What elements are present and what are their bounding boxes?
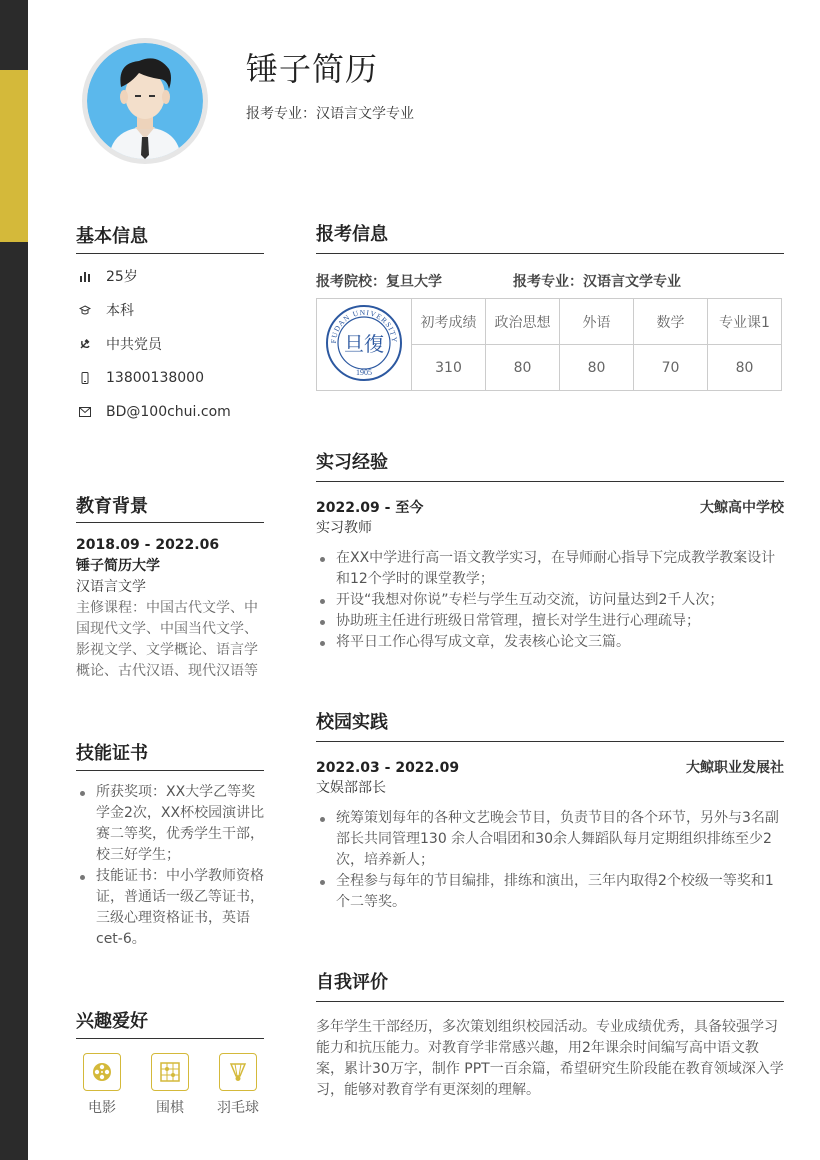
- score-value: 310: [412, 345, 486, 391]
- section-title-exam: 报考信息: [316, 224, 388, 245]
- list-item: 协助班主任进行班级日常管理，擅长对学生进行心理疏导；: [316, 611, 786, 632]
- section-divider: [76, 253, 264, 254]
- phone-icon: [76, 371, 94, 385]
- info-degree-text: 本科: [106, 303, 134, 319]
- education-block: [76, 535, 264, 682]
- skill-item-awards: 所获奖项：XX大学乙等奖学金2次，XX杯校园演讲比赛二等奖，优秀学生干部，校三好学生；: [76, 782, 266, 866]
- fudan-seal-icon: [324, 303, 404, 383]
- list-item: 统筹策划每年的各种文艺晚会节目，负责节目的各个环节，另外与3名副部长共同管理130 余人合唱团和30余人舞蹈队每月定期组织排练至少2次，培养新人；: [316, 808, 786, 871]
- avatar: [82, 38, 208, 164]
- score-value: 80: [560, 345, 634, 391]
- internship-org: 大鲸高中学校: [700, 500, 784, 516]
- section-divider: [76, 770, 264, 771]
- section-divider: [316, 741, 784, 742]
- section-title-education: 教育背景: [76, 496, 148, 517]
- score-value: 80: [708, 345, 782, 391]
- score-table: [316, 298, 782, 391]
- film-reel-icon: [83, 1053, 121, 1091]
- info-phone: [76, 368, 204, 388]
- education-school: 锤子简历大学: [76, 558, 160, 574]
- internship-header: [316, 498, 784, 538]
- left-sidebar-bar: [0, 0, 28, 1160]
- section-divider: [316, 1001, 784, 1002]
- list-item: 开设“我想对你说”专栏与学生互动交流，访问量达到2千人次；: [316, 590, 786, 611]
- info-degree: [76, 300, 134, 320]
- section-title-hobbies: 兴趣爱好: [76, 1011, 148, 1032]
- exam-major: 报考专业：汉语言文学专业: [513, 274, 681, 290]
- campus-list: [316, 808, 786, 913]
- list-item: 将平日工作心得写成文章，发表核心论文三篇。: [316, 632, 786, 653]
- campus-period: 2022.03 - 2022.09: [316, 760, 460, 776]
- info-age-text: 25岁: [106, 269, 138, 285]
- envelope-icon: [76, 405, 94, 419]
- party-emblem-icon: [76, 337, 94, 351]
- self-eval-text: 多年学生干部经历，多次策划组织校园活动。专业成绩优秀，具备较强学习能力和抗压能力。对教育学非常感兴趣，用2年课余时间编写高中语文教案，累计30万字，制作 PPT一百余篇，希望研究生阶段能在教育领域深入学习，能够对教育学有更深刻的理解。: [316, 1019, 784, 1098]
- section-title-internship: 实习经验: [316, 452, 388, 473]
- info-email-text: BD@100chui.com: [106, 404, 231, 420]
- info-phone-text: 13800138000: [106, 370, 204, 386]
- seal-center-text: 旦復: [344, 331, 384, 356]
- score-header: 政治思想: [486, 299, 560, 345]
- education-period: 2018.09 - 2022.06: [76, 537, 220, 553]
- score-header: 初考成绩: [412, 299, 486, 345]
- internship-role: 实习教师: [316, 520, 372, 536]
- campus-role: 文娱部部长: [316, 780, 386, 796]
- info-age: [76, 266, 138, 286]
- skills-block: [76, 782, 266, 950]
- exam-school: 报考院校：复旦大学: [316, 274, 442, 290]
- campus-header: [316, 758, 784, 798]
- score-value: 80: [486, 345, 560, 391]
- resume-name: 锤子简历: [246, 50, 379, 88]
- exam-school-line: [316, 271, 681, 291]
- hobby-label: 围棋: [156, 1100, 184, 1116]
- score-header: 专业课1: [708, 299, 782, 345]
- list-item: 在XX中学进行高一语文教学实习，在导师耐心指导下完成教学教案设计和12个学时的课堂教学；: [316, 548, 786, 590]
- section-divider: [76, 522, 264, 523]
- score-header: 数学: [634, 299, 708, 345]
- seal-year: 1905: [356, 367, 372, 377]
- list-item: 全程参与每年的节目编排，排练和演出，三年内取得2个校级一等奖和1个二等奖。: [316, 871, 786, 913]
- hobby-label: 羽毛球: [217, 1100, 259, 1116]
- avatar-illustration: [87, 43, 203, 159]
- section-title-self-eval: 自我评价: [316, 972, 388, 993]
- skill-item-certificates: 技能证书：中小学教师资格证，普通话一级乙等证书，三级心理资格证书，英语cet-6。: [76, 866, 266, 950]
- score-value: 70: [634, 345, 708, 391]
- hobby-label: 电影: [88, 1100, 116, 1116]
- seal-top-text: FUDAN UNIVERSITY: [328, 307, 400, 344]
- info-political: [76, 334, 162, 354]
- hobby-movie: [77, 1053, 127, 1117]
- education-courses: 主修课程：中国古代文学、中国现代文学、中国当代文学、影视文学、文学概论、语言学概论、古代汉语、现代汉语等: [76, 600, 258, 679]
- section-title-basic-info: 基本信息: [76, 226, 148, 247]
- section-title-campus: 校园实践: [316, 712, 388, 733]
- hobby-go: [145, 1053, 195, 1117]
- university-logo: [317, 299, 412, 391]
- section-title-skills: 技能证书: [76, 743, 148, 764]
- info-political-text: 中共党员: [106, 337, 162, 353]
- sidebar-accent-block: [0, 70, 28, 242]
- hobby-badminton: [213, 1053, 263, 1117]
- internship-list: [316, 548, 786, 653]
- section-divider: [316, 253, 784, 254]
- go-board-icon: [151, 1053, 189, 1091]
- info-email: [76, 402, 231, 422]
- section-divider: [76, 1038, 264, 1039]
- bar-chart-icon: [76, 269, 94, 283]
- shuttlecock-icon: [219, 1053, 257, 1091]
- internship-period: 2022.09 - 至今: [316, 500, 424, 516]
- applied-major: 报考专业：汉语言文学专业: [246, 106, 414, 122]
- section-divider: [316, 481, 784, 482]
- education-major: 汉语言文学: [76, 579, 146, 595]
- campus-org: 大鲸职业发展社: [686, 760, 784, 776]
- score-header: 外语: [560, 299, 634, 345]
- graduation-cap-icon: [76, 303, 94, 317]
